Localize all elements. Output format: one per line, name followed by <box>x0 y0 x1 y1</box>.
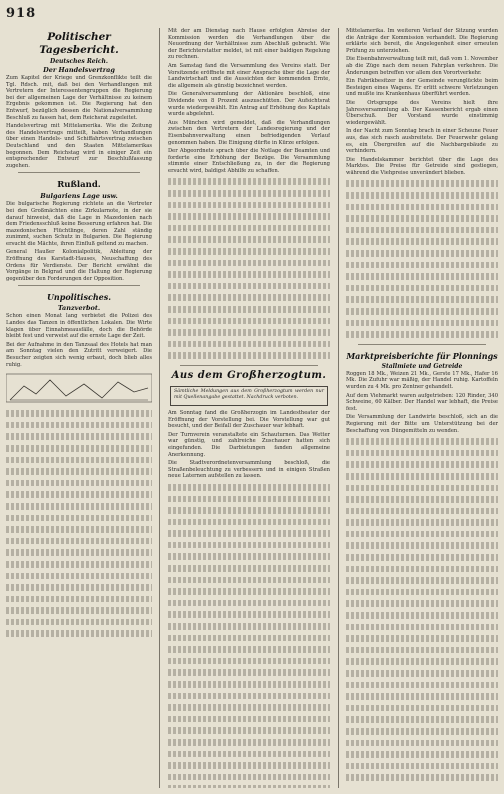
article-paragraph: General Haußer Kolonialpolitik, Ableitung der Eröffnung des Karstadt-Hauses, Neuschaffung des Ordens für Verdienste. Der Bericht erwähnt die Vorgänge in Belgrad und die Haltung der Regierung gegenüber den Forderungen der Opposition. <box>6 249 152 282</box>
page-number: 918 <box>6 6 37 21</box>
text-filler <box>6 408 152 640</box>
text-filler <box>346 436 498 784</box>
article-paragraph: Mit der am Dienstag nach Hause erfolgten Abreise der Kommission werden die Verhandlungen über die Neuordnung der Verhältnisse zum Abschluß gebracht. Wie der Berichterstatter meldet, ist mit einer baldigen Regelung zu rechnen. <box>168 28 330 61</box>
column-right <box>346 28 498 788</box>
article-paragraph: In der Nacht zum Sonntag brach in einer Scheune Feuer aus, das sich rasch ausbreitete. Der Feuerwehr gelang es, ein Übergreifen auf die Nachbargebäude zu verhindern. <box>346 128 498 155</box>
section-subtitle: Deutsches Reich. <box>49 58 109 65</box>
article-paragraph: Der Turnverein veranstaltete ein Schauturnen. Das Wetter war günstig, und zahlreiche Zuschauer hatten sich eingefunden. Die Darbietungen fanden allgemeine Anerkennung. <box>168 431 330 458</box>
article-heading: Tanzverbot. <box>57 304 101 313</box>
section-heading: Marktpreisberichte für Plonnings <box>346 350 498 361</box>
article-paragraph: Die bulgarische Regierung richtete an die Vertreter bei den Großmächten eine Zirkularnote, in der sie darauf hinweist, daß die Lage in Mazedonien nach dem Friedensschluß keine Besserung erfahren hat. Die mazedonischen Flüchtlinge, deren Zahl ständig zunimmt, suchen Schutz in Bulgarien. Die Regierung ersucht die Mächte, ihren Einfluß geltend zu machen. <box>6 201 152 247</box>
text-filler <box>168 482 330 788</box>
article-paragraph: Mittelamerika. Im weiteren Verlauf der Sitzung wurden die Anträge der Kommission verhandelt. Die Regierung erklärte sich bereit, die Angelegenheit einer erneuten Prüfung zu unterziehen. <box>346 28 498 54</box>
section-title: Politischer Tagesbericht. <box>39 31 119 56</box>
article-paragraph: Die Handelskammer berichtet über die Lage des Marktes. Die Preise für Getreide sind gestiegen, während die Viehpreise unverändert blieben. <box>346 156 498 176</box>
article-paragraph: Die Eisenbahnverwaltung teilt mit, daß vom 1. November ab die Züge nach dem neuen Fahrplan verkehren. Die Änderungen betreffen vor allem den Vorortverkehr. <box>346 56 498 76</box>
article-paragraph: Die Ortsgruppe des Vereins hielt ihre Jahresversammlung ab. Der Kassenbericht ergab einen Überschuß. Der Vorstand wurde einstimmig wiedergewählt. <box>346 99 498 126</box>
column-left <box>6 28 152 788</box>
separator <box>18 285 140 286</box>
article-paragraph: Schon einen Monat lang verbietet die Polizei des Landes das Tanzen in öffentlichen Lokalen. Die Wirte klagen über Einnahmeausfälle, doch die Behörde bleibt fest und verweist auf die ernste Lage der Zeit. <box>6 313 152 340</box>
article-heading: Der Handelsvertrag <box>43 66 115 74</box>
article-paragraph: Die Versammlung der Landwirte beschloß, sich an die Regierung mit der Bitte um Unterstützung bei der Beschaffung von Düngemitteln zu wenden. <box>346 414 498 434</box>
article-paragraph: Die Generalversammlung der Aktionäre beschloß, eine Dividende von 8 Prozent auszuschütten. Der Aufsichtsrat wurde wiedergewählt. Ein Antrag auf Erhöhung des Kapitals wurde abgelehnt. <box>168 91 330 118</box>
article-paragraph: Roggen 18 Mk., Weizen 21 Mk., Gerste 17 Mk., Hafer 16 Mk. Die Zufuhr war mäßig, der Handel ruhig. Kartoffeln wurden zu 4 Mk. pro Zentner gehandelt. <box>346 370 498 390</box>
notice-box <box>170 386 328 406</box>
illustration <box>6 372 152 404</box>
article-paragraph: Der Abgeordnete sprach über die Notlage der Beamten und forderte eine Erhöhung der Bezüge. Die Versammlung stimmte einer Entschließung zu, in der die Regierung ersucht wird, baldigst Abhilfe zu schaffen. <box>168 148 330 174</box>
separator <box>358 344 486 345</box>
column-rule <box>159 28 160 788</box>
article-paragraph: Die Stadtverordnetenversammlung beschloß, die Straßenbeleuchtung zu verbessern und in einigen Straßen neue Laternen aufstellen zu lassen. <box>168 460 330 480</box>
article-heading: Bulgariens Lage usw. <box>40 192 118 201</box>
section-heading: Unpolitisches. <box>46 292 112 303</box>
article-paragraph: Am Sonntag fand die Großherzogin im Landestheater der Eröffnung der Vorstellung bei. Die Vorstellung war gut besucht, und der Beifall der Zuschauer war lebhaft. <box>168 409 330 430</box>
article-paragraph: Aus München wird gemeldet, daß die Verhandlungen zwischen den Vertretern der Landesregierung und der Eisenbahnverwaltung einen befriedigenden Verlauf genommen haben. Die Einigung dürfte in Kürze erfolgen. <box>168 119 330 146</box>
article-paragraph: Zum Kapitel der Kriege und Grenzkonflikte teilt die Tgl. Rdsch. mit, daß bei den Verhandlungen mit Vertretern der Interessentengruppen die Regierung bei der allgemeinen Lage der Verhältnisse zu keinem Ergebnis gekommen ist. Die Regierung hat den Entwurf, bezüglich dessen die Nationalversammlung Beschluß zu fassen hat, dem Reichsrat zugeleitet. <box>6 75 152 121</box>
section-subtitle: Stallmiete und Getreide <box>381 362 463 370</box>
article-paragraph: Ein Fabrikbesitzer in der Gemeinde verunglückte beim Besteigen eines Wagens. Er erlitt schwere Verletzungen und mußte ins Krankenhaus überführt werden. <box>346 78 498 98</box>
article-paragraph: Am Samstag fand die Versammlung des Vereins statt. Der Vorsitzende eröffnete mit einer Ansprache über die Lage der Landwirtschaft und die Aussichten der kommenden Ernte, die allgemein als günstig bezeichnet werden. <box>168 62 330 89</box>
notice-text: Sämtliche Meldungen aus dem Großherzogtum werden nur mit Quellenangabe gestattet. Nachdruck verboten. <box>174 388 324 400</box>
article-paragraph: Handelsvertrag mit Mittelamerika. Wie die Zeitung des Handelsvertrags mitteilt, haben Verhandlungen über einen Handels- und Schiffahrtsvertrag zwischen Deutschland und den Staaten Mittelamerikas begonnen. Dem Reichstag wird in einiger Zeit ein entsprechender Entwurf zur Beschlußfassung zugehen. <box>6 123 152 169</box>
column-rule <box>338 28 339 788</box>
separator <box>18 172 140 173</box>
article-paragraph: Auf dem Viehmarkt waren aufgetrieben: 120 Rinder, 340 Schweine, 60 Kälber. Der Handel war lebhaft, die Preise fest. <box>346 392 498 412</box>
text-filler <box>168 176 330 362</box>
column-middle <box>168 28 330 788</box>
text-filler <box>346 178 498 340</box>
section-heading: Aus dem Großherzogtum. <box>171 369 327 381</box>
section-heading: Rußland. <box>57 180 101 191</box>
separator <box>180 365 318 366</box>
article-paragraph: Bei der Aufnahme in den Tanzsaal des Hotels hat man am Sonntag vielen den Zutritt verweigert. Die Besucher zeigten sich wenig erbaut, doch blieb alles ruhig. <box>6 341 152 368</box>
